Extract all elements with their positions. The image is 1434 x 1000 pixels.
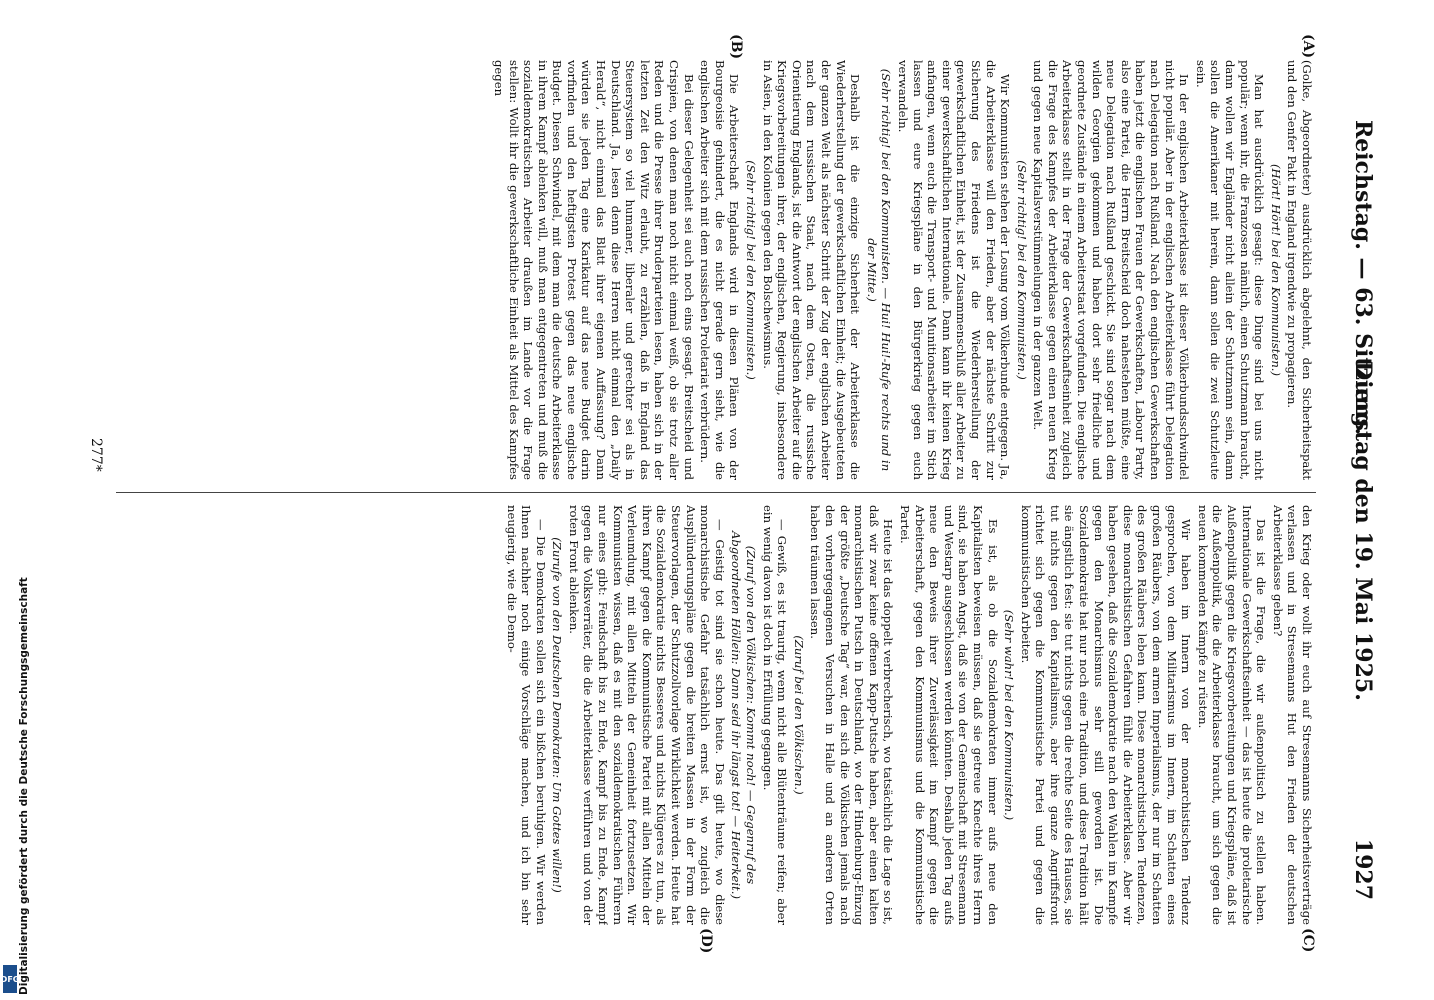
paragraph: — Geistig tot sind sie schon heute. Das gilt heute, wo diese monarchistische Gefahr tatsächlich ernst ist, wo zugleich die Ausplünderungspläne gegen die breiten Massen in der Form der Steuervorlagen, der Schutzzollvorlage Wirklichkeit werden. Heute hat die Sozialdemokratie nichts Besseres und nichts Klügeres zu tun, als ihren Kampf gegen die Kommunistische Partei mit allen Mitteln der Verleumdung, mit allen Mitteln der Gemeinheit fortzusetzen. Wir Kommunisten wissen, daß es mit den sozialdemokratischen Führern nur eines gibt: Feindschaft bis zu Ende, Kampf bis zu Ende, Kampf gegen die Volksverräter, die die Arbeiterklasse verführen und von der roten Front ablenken. (566, 505, 727, 925)
paragraph: Deshalb ist die einzige Sicherheit der Arbeiterklasse die Wiederherstellung der gewerkschaftlichen Einheit; die Ausgebeuteten der ganzen Welt als nächster Schritt der Zug der englischen Arbeiter nach dem russischen Staat, nach dem Osten, die russische Orientierung Englands, ist die Antwort der englischen Arbeiter auf die Kriegsvorbereitungen ihrer, der englischen, Regierung, insbesondere in Asien, in den Kolonien gegen den Bolschewismus. (760, 60, 863, 480)
paragraph: Wir Kommunisten stehen der Losung vom Völkerbunde entgegen. Ja, die Arbeiterklasse will den Frieden, aber der nächste Schritt zur Sicherung des Friedens ist die Wiederherstellung der gewerkschaftlichen Einheit, ist der Zusammenschluß aller Arbeiter zu einer gewerkschaftlichen Internationale. Dann kann ihr keinen Krieg anfangen, wenn euch die Transport- und Munitionsarbeiter im Stich lassen und eure Kriegspläne in den Bürgerkrieg gegen euch verwandeln. (895, 60, 1013, 480)
header-date: Dienstag den 19. Mai 1925. (1350, 361, 1376, 701)
interjection: (Sehr richtig! bei den Kommunisten.) (1014, 160, 1029, 380)
interjection: (Sehr richtig! bei den Kommunisten. — Hui! Hui!-Rufe rechts und in der Mitte.) (864, 68, 894, 472)
page-signature: 277* (88, 438, 104, 472)
margin-mark-d: (D) (698, 928, 714, 954)
paragraph: Wir haben im Innern von der monarchistischen Tendenz gesprochen, von dem Militarismus im Innern, im Schatten eines großen Räubers, von dem armen Imperialismus, der nur im Schatten des großen Räubers leben kann. Diese monarchistischen Tendenzen, diese monarchistischen Gefahren fühlt die Arbeiterklasse. Aber wir haben gesehen, daß die Sozialdemokratie nach den Wahlen im Kampfe gegen den Monarchismus sehr still geworden ist. Die Sozialdemokratie hat nur noch eine Tradition, und diese Tradition hält sie ängstlich fest: sie tut nichts gegen die rechte Seite des Hauses, sie tut nichts gegen den Kapitalismus, aber ihre ganze Angriffsfront richtet sich gegen die Kommunistische Partei und gegen die kommunistischen Arbeiter. (1018, 505, 1194, 925)
paragraph: — Die Demokraten sollen sich ein bißchen beruhigen. Wir werden Ihnen nachher noch einige Vorschläge machen, und ich bin sehr neugierig, wie die Demo- (504, 505, 548, 925)
paragraph: Die Arbeiterschaft Englands wird in diesen Plänen von der Bourgeoisie gehindert, die es nicht gerade gern sieht, wie die englischen Arbeiter sich mit dem russischen Proletariat verbrüdern. (698, 60, 742, 480)
header-left: Reichstag. — 63. Sitzung. (1350, 120, 1376, 436)
paragraph: Man hat ausdrücklich gesagt: diese Dinge sind bei uns nicht populär; wenn ihr, die Franzosen nämlich, einen Schutzmann braucht, dann wollen wir Engländer nicht allein der Schutzmann sein, dann sollen die Amerikaner mit herein, dann sollen die zwei Schutzleute sein. (1193, 60, 1267, 480)
paragraph: In der englischen Arbeiterklasse ist dieser Völkerbundsschwindel nicht populär. Aber in der englischen Arbeiterklasse führt Delegation nach Delegation nach Rußland. Nach den englischen Gewerkschaften haben jetzt die englischen Frauen der Gewerkschaften, Labour Party, also eine Partei, die Herrn Breitscheid doch nahestehen müßte, eine neue Delegation nach Rußland geschickt. Sie sind sogar nach dem wilden Georgien gekommen und haben dort sehr friedliche und geordnete Zustände in einem Arbeiterstaat vorgefunden. Die englische Arbeiterklasse stellt in der Frage der Gewerkschaftseinheit zugleich die Frage des Kampfes der Arbeiterklasse gegen einen neuen Krieg und gegen neue Kapitalsverstümmelungen in der ganzen Welt. (1031, 60, 1192, 480)
left-column (104, 60, 1314, 480)
paragraph: Bei dieser Gelegenheit sei auch noch eins gesagt. Breitscheid und Crispien, von denen man noch nicht einmal weiß, ob sie trotz aller Reden und die Presse ihrer Bruderparteien lesen, haben sich in der letzten Zeit den Witz erlaubt, zu erzählen, daß in England das Steuersystem so viel humaner, liberaler und gerechter sei als in Deutschland. Ja, lesen denn diese Herren nicht einmal den „Daily Herald“, nicht einmal das Blatt ihrer eigenen Auffassung? Dann würden sie jeden Tag eine Karikatur auf das neue Budget darin vorfinden und den heftigsten Protest gegen das neue englische Budget. Diesen Schwindel, mit dem man die deutsche Arbeiterklasse in ihrem Kampf ablenken will, muß man entgegentreten und muß die sozialdemokratischen Arbeiter draußen im Lande vor die Frage stellen: Wollt ihr die gewerkschaftliche Einheit als Mittel des Kampfes gegen (491, 60, 696, 480)
column-divider (116, 492, 1316, 493)
margin-mark-a: (A) (1300, 34, 1316, 59)
margin-mark-b: (B) (728, 34, 744, 60)
interjection: (Zuruf bei den Völkischen.) (791, 635, 806, 795)
margin-mark-c: (C) (1300, 928, 1316, 953)
interjection: (Sehr wahr! bei den Kommunisten.) (1002, 609, 1017, 821)
right-column (104, 505, 1314, 925)
interjection: (Hört! Hört! bei den Kommunisten.) (1268, 163, 1283, 376)
paragraph: — Gewiß, es ist traurig, wenn nicht alle Blütenträume reifen; aber ein wenig davon ist doch in Erfüllung gegangen. (760, 505, 790, 925)
dfg-logo-icon: DFG (3, 965, 17, 993)
interjection: (Zuruf von den Völkischen: Kommt noch! — Gegenruf des Abgeordneten Höllein: Dann seid ihr längst tot! — Heiterkeit.) (729, 531, 759, 899)
paragraph: Es ist, als ob die Sozialdemokraten immer aufs neue den Kapitalisten beweisen müssen, daß sie getreue Knechte ihres Herrn sind, sie haben Angst, daß sie von der Gemeinschaft mit Stresemann und Westarp ausgeschlossen werden könnten. Deshalb jeden Tag aufs neue den Beweis ihrer Zuverlässigkeit im Kampf gegen die Arbeiterschaft, gegen den Kommunismus und die Kommunistische Partei. (897, 505, 1000, 925)
page-header (1346, 40, 1376, 920)
paragraph: Das ist die Frage, die wir außenpolitisch zu stellen haben. Internationale Gewerkschaftseinheit — das ist heute die proletarische Außenpolitik gegen die Kriegsvorbereitungen und Kriegspläne, daß ist die Außenpolitik, die die Arbeiterklasse braucht, um sich gegen die neuen kommenden Kämpfe zu rüsten. (1195, 505, 1269, 925)
interjection: (Sehr richtig! bei den Kommunisten.) (744, 160, 759, 380)
digitization-credit: Digitalisierung gefördert durch die Deutsche Forschungsgemeinschaft (18, 577, 30, 995)
paragraph: (Golke, Abgeordneter) ausdrücklich abgelehnt, den Sicherheitspakt und den Genfer Pakt in England irgendwie zu propagieren. (1285, 60, 1314, 480)
paragraph: Heute ist das doppelt verbrecherisch, wo tatsächlich die Lage so ist, daß wir zwar keine offenen Kapp-Putsche haben, aber einen kalten monarchistischen Putsch in Deutschland, wo der Hindenburg-Einzug der größte „Deutsche Tag“ war, den sich die Völkischen jemals nach den vorhergegangenen Versuchen in Halle und an anderen Orten haben träumen lassen. (808, 505, 896, 925)
header-right (1350, 361, 1376, 900)
paragraph: den Krieg oder wollt ihr euch auf Stresemanns Sicherheitsverträge verlassen und in Stresemanns Hut den Frieden der deutschen Arbeiterklasse geben? (1270, 505, 1314, 925)
page-number: 1927 (1350, 838, 1376, 900)
interjection: (Zurufe von den Deutschen Demokraten: Um Gottes willen!) (550, 537, 565, 893)
